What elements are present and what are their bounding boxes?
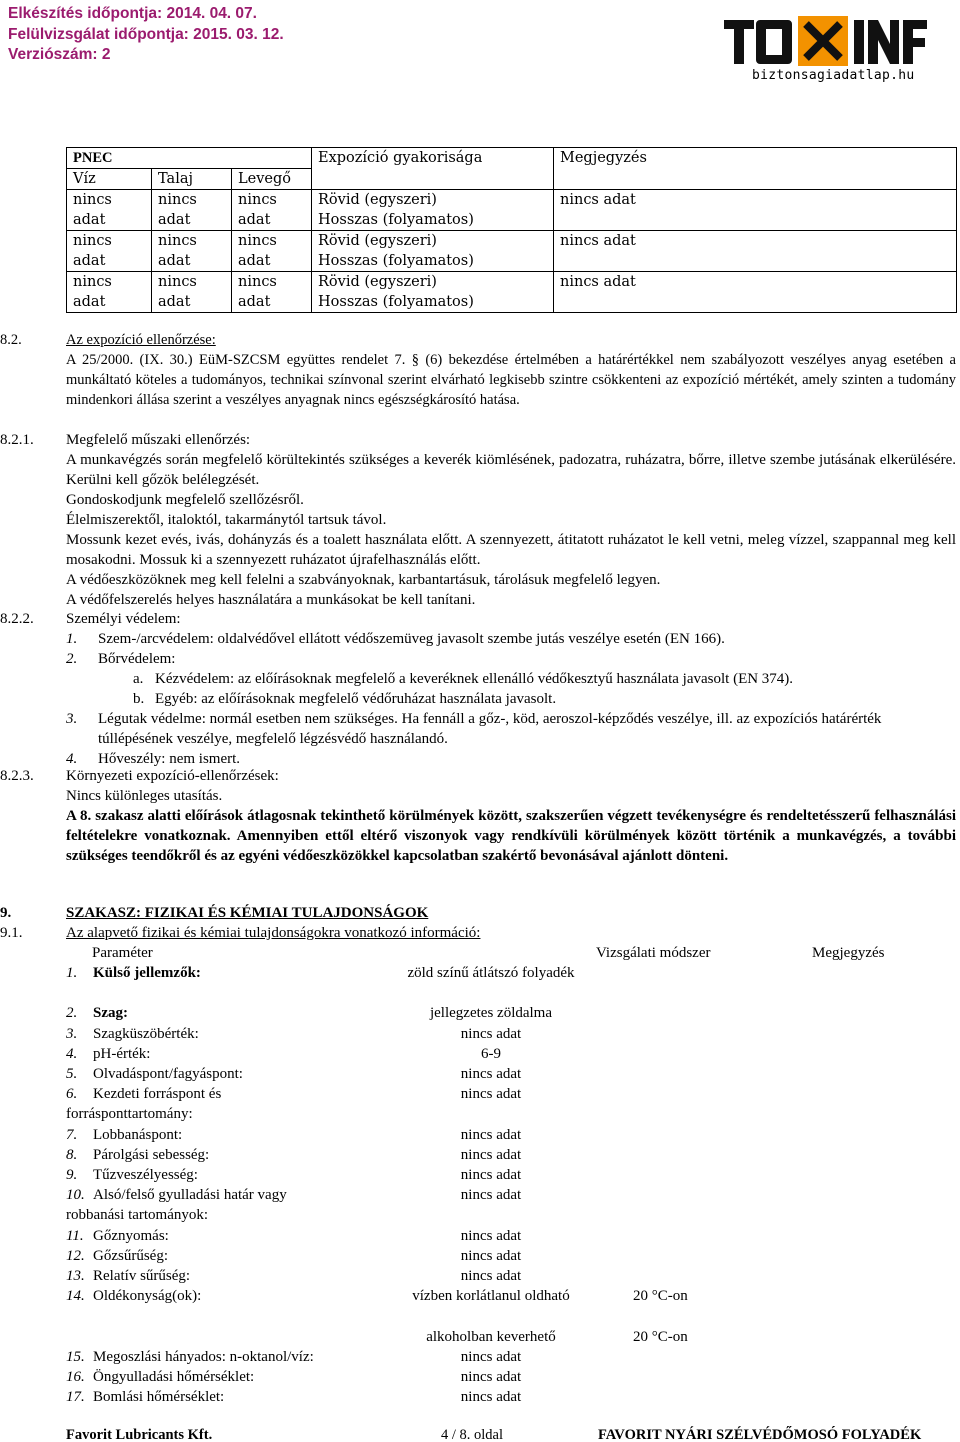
pnec-sub-air: Levegő (232, 169, 312, 190)
property-number: 1. (66, 965, 78, 981)
pnec-sub-soil: Talaj (152, 169, 232, 190)
section-text: Nincs különleges utasítás. (66, 788, 223, 804)
property-label: Megoszlási hányados: n-oktanol/víz: (93, 1348, 314, 1365)
col-header-note: Megjegyzés (812, 945, 885, 961)
toxinfo-logo (722, 14, 938, 68)
section-title: Megfelelő műszaki ellenőrzés: (66, 432, 251, 448)
property-number: 2. (66, 1005, 78, 1022)
section-8-2-2 (0, 609, 960, 769)
property-label: pH-érték: (93, 1045, 151, 1062)
property-value: nincs adat (460, 1066, 522, 1082)
property-number: 3. (66, 1025, 78, 1042)
pnec-note: nincs adat (554, 190, 957, 231)
pnec-soil-value: nincs adat (152, 231, 232, 272)
property-label: Relatív sűrűség: (93, 1268, 191, 1284)
property-number: 9. (66, 1167, 78, 1183)
pnec-sub-water: Víz (67, 169, 152, 190)
footer-page: 4 / 8. oldal (441, 1427, 504, 1442)
section-title: Az expozíció ellenőrzése: (66, 332, 216, 348)
section-title: SZAKASZ: FIZIKAI ÉS KÉMIAI TULAJDONSÁGOK (66, 905, 429, 921)
section-number: 9. (0, 905, 12, 921)
table-row (67, 272, 957, 313)
property-label: Oldékonyság(ok): (93, 1288, 202, 1305)
subsection-number: 9.1. (0, 925, 23, 941)
property-value: 6-9 (481, 1045, 501, 1062)
property-value: nincs adat (460, 1268, 522, 1284)
property-number: 8. (66, 1146, 78, 1163)
property-label: Szagküszöbérték: (93, 1025, 199, 1042)
section-number: 8.2. (0, 332, 22, 348)
section-bold-note: A 8. szakasz alatti előírások átlagosnak tekinthető körülmények között, szakszerűen végzett tevékenységre és rendeltetésszerű felhasználási feltételekre vonatkoznak. Amennyiben ettől eltérő viszonyok vagy rendkívüli körülmények között történik a munkavégzés, a további szükséges teendőkről és az egyéni védőeszközökkel kapcsolatban szakértő bevonásával ajánlott dönteni. (66, 808, 956, 864)
property-value: nincs adat (460, 1187, 522, 1204)
paragraph: A munkavégzés során megfelelő körültekintés szükséges a keverék kiömlésének, padozatra, ruházatra, bőrre, illetve szembe jutásának elkerülésére. Kerülni kell gőzök belélegzését. (66, 452, 956, 488)
pnec-soil-value: nincs adat (152, 190, 232, 231)
property-label: Tűzveszélyesség: (93, 1167, 198, 1183)
property-label: Párolgási sebesség: (93, 1146, 210, 1163)
property-label: Alsó/felső gyulladási határ vagy robbanási tartományok: (66, 1187, 287, 1224)
paragraph: Gondoskodjunk megfelelő szellőzésről. (66, 492, 304, 508)
section-text: A 25/2000. (IX. 30.) EüM-SZCSM együttes rendelet 7. § (6) bekezdése értelmében a határértékkel nem szabályozott veszélyes anyag esetében a munkáltató köteles a tudományos, technikai színvonal szerint elvárható legkisebb szintre csökkenteni az expozíció mértékét, amely szinten a tudomány mindenkori állása szerint a veszélyes anyagnak nincs egészségkárosító hatása. (66, 352, 956, 408)
pnec-frequency: Rövid (egyszeri) Hosszas (folyamatos) (312, 190, 554, 231)
pnec-note: nincs adat (554, 272, 957, 313)
section-number: 8.2.3. (0, 768, 34, 784)
property-value: nincs adat (460, 1167, 522, 1183)
list-item: 3. Légutak védelme: normál esetben nem szükséges. Ha fennáll a gőz-, köd, aeroszol-képződés veszélye, ill. az expozíciós határérték túllépésének veszélye, megfelelő légzésvédő használandó. (66, 711, 882, 747)
property-label: Gőznyomás: (93, 1227, 169, 1244)
section-number: 8.2.1. (0, 432, 34, 448)
section-8-2-1 (0, 430, 960, 610)
property-value: nincs adat (460, 1126, 522, 1143)
property-number: 6. (66, 1086, 78, 1103)
version-number: Verziószám: 2 (8, 46, 111, 63)
col-header-method: Vizsgálati módszer (596, 945, 711, 961)
property-value: nincs adat (460, 1146, 522, 1163)
property-number: 12. (66, 1247, 85, 1264)
paragraph: Mossunk kezet evés, ivás, dohányzás és a toalett használata előtt. A szennyezett, átitatott ruházatot le kell vetni, meleg vízzel, szappannal meg kell mosakodni. Mossuk ki a szennyezett ruházatot újrafelhasználás előtt. (66, 532, 956, 568)
pnec-frequency: Rövid (egyszeri) Hosszas (folyamatos) (312, 231, 554, 272)
property-label: Lobbanáspont: (93, 1126, 183, 1143)
pnec-soil-value: nincs adat (152, 272, 232, 313)
section-8-2 (0, 330, 960, 410)
property-number: 13. (66, 1268, 85, 1284)
property-number: 15. (66, 1348, 85, 1365)
properties-table (66, 943, 960, 1413)
logo-text: TOXINFO (722, 14, 727, 15)
property-number: 16. (66, 1369, 85, 1385)
pnec-frequency: Rövid (egyszeri) Hosszas (folyamatos) (312, 272, 554, 313)
property-value: jellegzetes zöldalma (429, 1005, 553, 1022)
list-item: b. Egyéb: az előírásoknak megfelelő védőruházat használata javasolt. (133, 691, 557, 707)
property-value: vízben korlátlanul oldható (412, 1288, 570, 1305)
reviewed-date: Felülvizsgálat időpontja: 2015. 03. 12. (8, 25, 284, 43)
table-row (67, 231, 957, 272)
pnec-air-value: nincs adat (232, 190, 312, 231)
property-label: Bomlási hőmérséklet: (93, 1389, 225, 1406)
footer-company: Favorit Lubricants Kft. (66, 1427, 213, 1442)
pnec-note: nincs adat (554, 231, 957, 272)
subsection-title: Az alapvető fizikai és kémiai tulajdonságokra vonatkozó információ: (66, 925, 481, 941)
section-9 (0, 903, 960, 943)
property-label: Gőzsűrűség: (93, 1247, 168, 1264)
paragraph: A védőeszközöknek meg kell felelni a szabványoknak, karbantartásuk, tárolásuk megfelelő legyen. (66, 572, 661, 588)
property-label: Kezdeti forráspont és forrásponttartomány: (66, 1086, 222, 1123)
pnec-water-value: nincs adat (67, 190, 152, 231)
property-value: nincs adat (460, 1369, 522, 1385)
property-number: 10. (66, 1187, 85, 1204)
property-number: 4. (66, 1045, 78, 1062)
property-value: nincs adat (460, 1227, 522, 1244)
property-value: nincs adat (460, 1389, 522, 1406)
property-label: Öngyulladási hőmérséklet: (93, 1369, 255, 1385)
pnec-air-value: nincs adat (232, 231, 312, 272)
property-value: alkoholban keverhető (426, 1328, 556, 1345)
pnec-water-value: nincs adat (67, 231, 152, 272)
property-label: Külső jellemzők: (93, 965, 201, 981)
list-item: 4. Hőveszély: nem ismert. (66, 751, 241, 767)
property-value: nincs adat (460, 1247, 522, 1264)
paragraph: Élelmiszerektől, italoktól, takarmánytól tartsuk távol. (66, 512, 387, 528)
property-value: nincs adat (460, 1025, 522, 1042)
property-label: Szag: (93, 1005, 128, 1022)
site-url: biztonsagiadatlap.hu (752, 68, 915, 83)
pnec-water-value: nincs adat (67, 272, 152, 313)
section-title: Környezeti expozíció-ellenőrzések: (66, 768, 279, 784)
prepared-date: Elkészítés időpontja: 2014. 04. 07. (8, 5, 257, 22)
property-number: 14. (66, 1288, 85, 1305)
section-title: Személyi védelem: (66, 611, 181, 627)
property-number: 5. (66, 1066, 78, 1082)
list-item: a. Kézvédelem: az előírásoknak megfelelő a keveréknek ellenálló védőkesztyű használata javasolt (EN 374). (133, 671, 794, 687)
property-label: Olvadáspont/fagyáspont: (93, 1066, 243, 1082)
pnec-col-frequency: Expozíció gyakorisága (312, 148, 554, 190)
list-item: 1. Szem-/arcvédelem: oldalvédővel ellátott védőszemüveg javasolt szembe jutás veszélye esetén (EN 166). (66, 631, 725, 647)
paragraph: A védőfelszerelés helyes használatára a munkásokat be kell tanítani. (66, 592, 476, 608)
property-method: 20 °C-on (633, 1328, 688, 1345)
pnec-col-note: Megjegyzés (554, 148, 957, 190)
property-number: 7. (66, 1126, 78, 1143)
pnec-title: PNEC (67, 148, 312, 169)
property-method: 20 °C-on (633, 1288, 688, 1305)
property-value: nincs adat (460, 1348, 522, 1365)
table-row (67, 190, 957, 231)
footer-product: FAVORIT NYÁRI SZÉLVÉDŐMOSÓ FOLYADÉK (598, 1427, 922, 1442)
col-header-parameter: Paraméter (92, 945, 153, 961)
property-number: 17. (66, 1389, 85, 1406)
property-value: zöld színű átlátszó folyadék (407, 965, 575, 981)
document-header (8, 4, 284, 66)
section-number: 8.2.2. (0, 611, 34, 627)
section-8-2-3 (0, 766, 960, 866)
pnec-air-value: nincs adat (232, 272, 312, 313)
pnec-table (66, 147, 957, 313)
property-value: nincs adat (460, 1086, 522, 1103)
property-number: 11. (66, 1227, 84, 1244)
list-item: 2. Bőrvédelem: (66, 651, 176, 667)
